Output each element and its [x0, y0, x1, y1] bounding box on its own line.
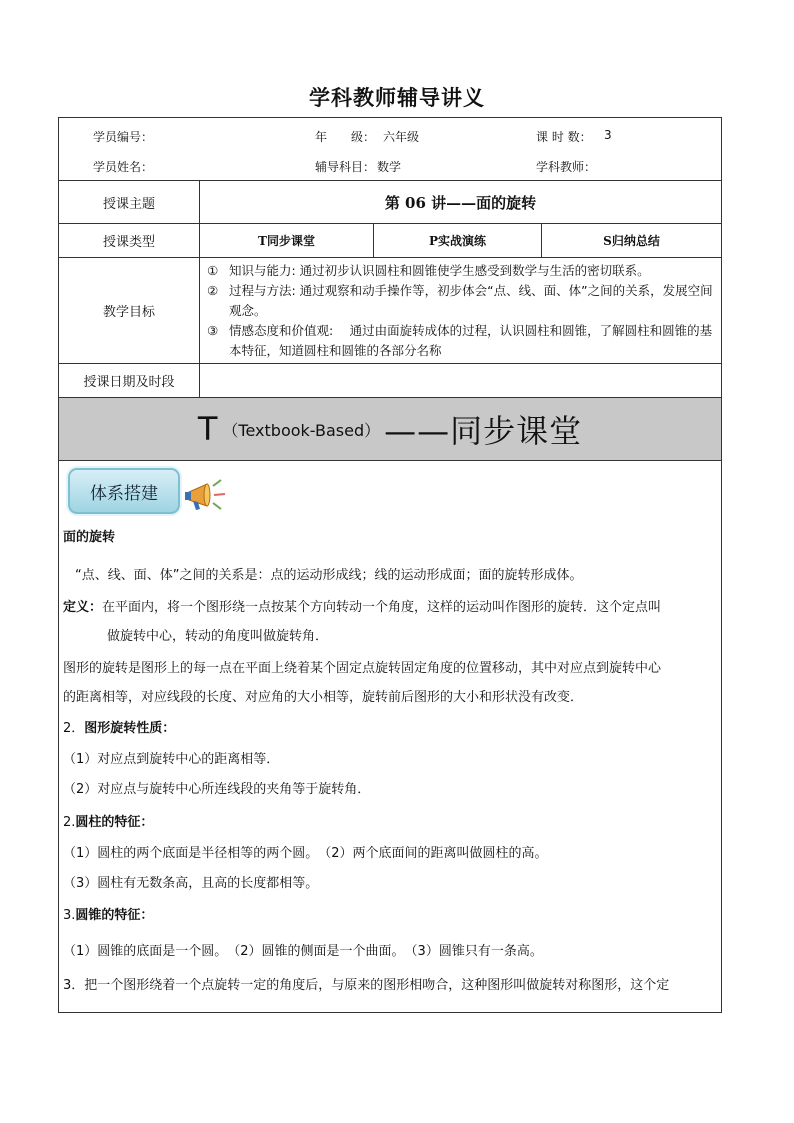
banner-suffix: ——同步课堂 — [384, 412, 583, 450]
goal-item — [207, 261, 719, 281]
topic-row — [59, 181, 721, 224]
goals-row — [59, 258, 721, 364]
cylinder-heading — [63, 811, 153, 830]
cylinder-item-2: （3）圆柱有无数条高，且高的长度都相等。 — [63, 876, 319, 891]
property-heading — [63, 717, 175, 736]
lesson-table — [58, 117, 722, 1013]
date-label: 授课日期及时段 — [83, 375, 175, 390]
type-option-s: S归纳总结 — [541, 224, 721, 257]
definition-label: 定义： — [63, 600, 103, 615]
property-item-2: （2）对应点与旋转中心所连线段的夹角等于旋转角． — [63, 782, 371, 797]
definition-line-2: 做旋转中心，转动的角度叫做旋转角． — [107, 629, 329, 644]
paragraph-line-1: 图形的旋转是图形上的每一点在平面上绕着某个固定点旋转固定角度的位置移动，其中对应点到旋转中心 — [63, 661, 662, 676]
subject-label: 辅导科目： — [315, 160, 376, 174]
type-option-p: P实战演练 — [373, 224, 541, 257]
definition-text: 在平面内，将一个图形绕一点按某个方向转动一个角度，这样的运动叫作图形的旋转．这个定点叫 — [102, 600, 662, 615]
teacher-label: 学科教师： — [536, 160, 597, 174]
student-no-label: 学员编号： — [93, 130, 154, 144]
lessons-value: 3 — [604, 128, 612, 142]
section-banner — [59, 398, 721, 461]
banner-prefix: T — [197, 410, 219, 448]
system-badge: 体系搭建 — [68, 468, 180, 514]
definition-line-1 — [63, 596, 661, 615]
grade-value: 六年级 — [383, 130, 420, 144]
cone-number: 3. — [63, 908, 76, 923]
grade-label: 年 级： — [315, 130, 376, 144]
cylinder-number: 2. — [63, 815, 76, 830]
cylinder-item-1: （1）圆柱的两个底面是半径相等的两个圆。 （2）两个底面间的距离叫做圆柱的高。 — [63, 846, 548, 861]
date-row — [59, 364, 721, 398]
goal-item — [207, 321, 719, 361]
intro-paragraph: “点、线、面、体”之间的关系是：点的运动形成线；线的运动形成面；面的旋转形成体。 — [75, 568, 583, 583]
goal-text: 情感态度和价值观: 通过由面旋转成体的过程，认识圆柱和圆锥，了解圆柱和圆锥的基本特征，知道圆柱和圆锥的各部分名称 — [229, 323, 713, 358]
cone-title: 圆锥的特征： — [75, 908, 154, 923]
type-option-t: T同步课堂 — [199, 224, 373, 257]
topic-label: 授课主题 — [102, 196, 155, 212]
subject-value: 数学 — [377, 160, 402, 174]
megaphone-icon — [183, 476, 229, 516]
goal-number: ③ — [207, 323, 219, 338]
last-paragraph: 3．把一个图形绕着一个点旋转一定的角度后，与原来的图形相吻合，这种图形叫做旋转对称图形，这个定 — [63, 978, 670, 993]
goal-text: 知识与能力: 通过初步认识圆柱和圆锥使学生感受到数学与生活的密切联系。 — [229, 263, 650, 278]
goal-text: 过程与方法: 通过观察和动手操作等，初步体会“点、线、面、体”之间的关系，发展空间观念。 — [229, 283, 713, 318]
topic-value: 第 06 讲——面的旋转 — [199, 181, 721, 223]
lesson-type-label: 授课类型 — [102, 235, 155, 250]
paragraph-line-2: 的距离相等，对应线段的长度、对应角的大小相等，旋转前后图形的大小和形状没有改变． — [63, 690, 584, 705]
lesson-type-row — [59, 224, 721, 258]
property-number: 2． — [63, 721, 85, 736]
property-title: 图形旋转性质： — [84, 721, 176, 736]
content-heading: 面的旋转 — [63, 530, 116, 545]
cylinder-title: 圆柱的特征： — [75, 815, 154, 830]
goal-item — [207, 281, 719, 321]
cone-heading — [63, 904, 153, 923]
cone-items: （1）圆锥的底面是一个圆。 （2）圆锥的侧面是一个曲面。 （3）圆锥只有一条高。 — [63, 944, 543, 959]
date-value — [199, 364, 721, 397]
property-item-1: （1）对应点到旋转中心的距离相等． — [63, 752, 280, 767]
document-title: 学科教师辅导讲义 — [309, 85, 485, 110]
banner-middle: （Textbook-Based） — [222, 420, 381, 440]
goal-number: ① — [207, 263, 219, 278]
student-name-label: 学员姓名： — [93, 160, 154, 174]
info-row — [59, 118, 721, 181]
goals-list — [207, 261, 719, 361]
goals-label: 教学目标 — [102, 305, 155, 320]
goal-number: ② — [207, 283, 219, 298]
lessons-label: 课 时 数： — [536, 130, 592, 144]
